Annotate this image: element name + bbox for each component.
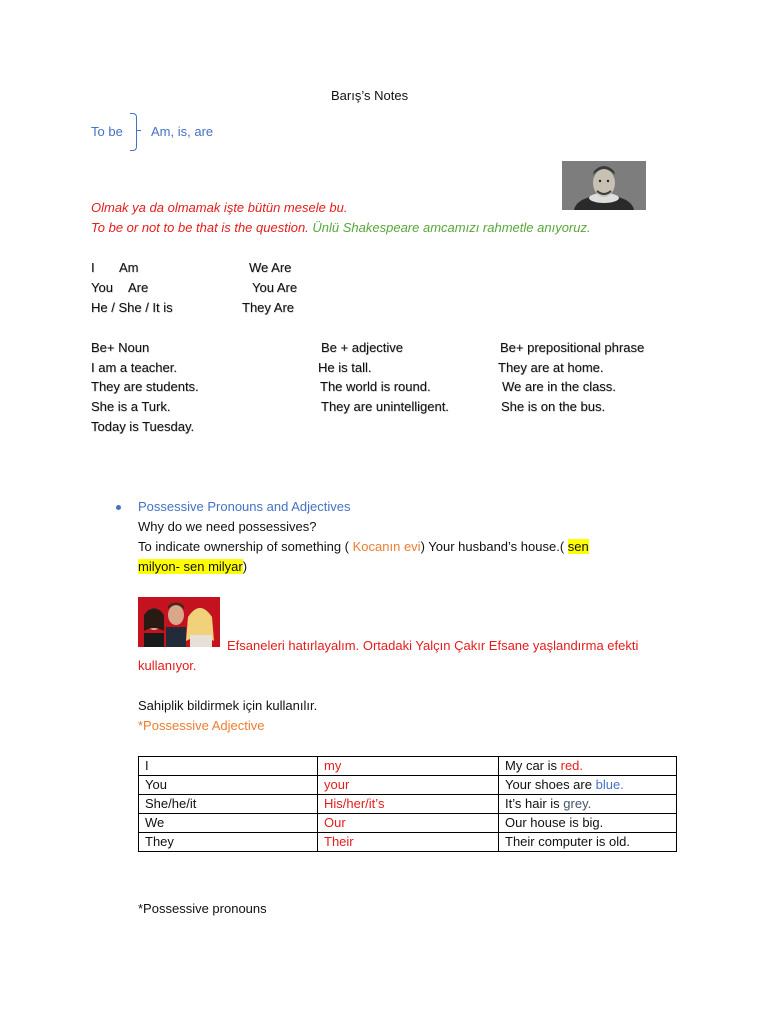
pronoun-cell: You: [139, 776, 318, 795]
table-row: [139, 757, 677, 776]
to-be-label: To be: [91, 124, 123, 139]
conj-plural: We Are: [249, 260, 292, 275]
prep-example: She is on the bus.: [501, 399, 606, 414]
indicate-turkish: Kocanın evi: [352, 539, 421, 554]
possessive-cell: my: [318, 757, 499, 776]
possessive-pronouns-heading: *Possessive pronouns: [138, 901, 267, 916]
example-cell: [499, 757, 677, 776]
possessive-section-title: Possessive Pronouns and Adjectives: [138, 499, 351, 514]
noun-example: She is a Turk.: [91, 399, 171, 414]
possessive-adjective-table: [138, 756, 677, 852]
conj-plural: You Are: [252, 280, 298, 295]
indicate-highlight-2: milyon- sen milyar: [138, 559, 243, 574]
example-cell: [499, 833, 677, 852]
shakespeare-portrait: [562, 161, 646, 210]
sahiplik-text: Sahiplik bildirmek için kullanılır.: [138, 698, 318, 713]
noun-example: I am a teacher.: [91, 360, 177, 375]
example-color-word: grey.: [563, 796, 592, 811]
pronoun-cell: They: [139, 833, 318, 852]
example-cell: [499, 795, 677, 814]
conj-pronoun: He / She / It is: [91, 300, 173, 315]
adjective-example: The world is round.: [320, 379, 431, 394]
indicate-end: ): [242, 559, 248, 574]
example-color-word: red.: [560, 758, 584, 773]
possessive-indicate-line-2: [138, 559, 247, 575]
example-text: Your shoes are: [505, 777, 596, 792]
brace-divider: [130, 113, 137, 151]
prep-header: Be+ prepositional phrase: [500, 340, 645, 355]
to-be-forms: Am, is, are: [151, 124, 214, 139]
efsane-line: Efsaneleri hatırlayalım. Ortadaki Yalçın Çakır Efsane yaşlandırma efekti: [227, 638, 639, 653]
indicate-text: To indicate ownership of something (: [138, 539, 353, 554]
conj-singular: Am: [119, 260, 139, 275]
celebrity-photo: [138, 597, 220, 647]
pronoun-cell: I: [139, 757, 318, 776]
brace-tick: [136, 130, 141, 131]
table-row: [139, 833, 677, 852]
conj-singular: Are: [128, 280, 149, 295]
example-cell: [499, 776, 677, 795]
possessive-indicate-line: [138, 539, 589, 555]
conj-pronoun: I: [91, 260, 95, 275]
example-text: It’s hair is: [505, 796, 564, 811]
table-row: [139, 814, 677, 833]
possessive-cell: Their: [318, 833, 499, 852]
quote-turkish: Olmak ya da olmamak işte bütün mesele bu.: [91, 200, 348, 215]
example-color-word: blue.: [595, 777, 624, 792]
example-text: My car is: [505, 758, 561, 773]
indicate-highlight: sen: [567, 539, 589, 554]
example-cell: [499, 814, 677, 833]
noun-example: They are students.: [91, 379, 199, 394]
possessive-question: Why do we need possessives?: [138, 519, 317, 534]
conj-pronoun: You: [91, 280, 113, 295]
efsane-line-2: kullanıyor.: [138, 658, 197, 673]
indicate-text-2: ) Your husband’s house.(: [420, 539, 568, 554]
table-row: [139, 795, 677, 814]
example-text: Their computer is old.: [505, 834, 630, 849]
possessive-cell: your: [318, 776, 499, 795]
adjective-header: Be + adjective: [321, 340, 404, 355]
noun-header: Be+ Noun: [91, 340, 150, 355]
quote-english: [91, 220, 591, 236]
prep-example: We are in the class.: [502, 379, 616, 394]
adjective-example: He is tall.: [318, 360, 372, 375]
quote-english-main: To be or not to be that is the question.: [91, 220, 309, 235]
prep-example: They are at home.: [498, 360, 604, 375]
page-title: Barış’s Notes: [331, 88, 409, 103]
table-row: [139, 776, 677, 795]
conj-plural: They Are: [242, 300, 295, 315]
adjective-example: They are unintelligent.: [321, 399, 449, 414]
example-text: Our house is big.: [505, 815, 604, 830]
bullet-icon: [116, 505, 121, 510]
possessive-cell: Our: [318, 814, 499, 833]
possessive-adjective-heading: *Possessive Adjective: [138, 718, 265, 733]
possessive-cell: His/her/it’s: [318, 795, 499, 814]
noun-example: Today is Tuesday.: [91, 419, 195, 434]
pronoun-cell: We: [139, 814, 318, 833]
pronoun-cell: She/he/it: [139, 795, 318, 814]
quote-note: Ünlü Shakespeare amcamızı rahmetle anıyoruz.: [308, 220, 591, 235]
